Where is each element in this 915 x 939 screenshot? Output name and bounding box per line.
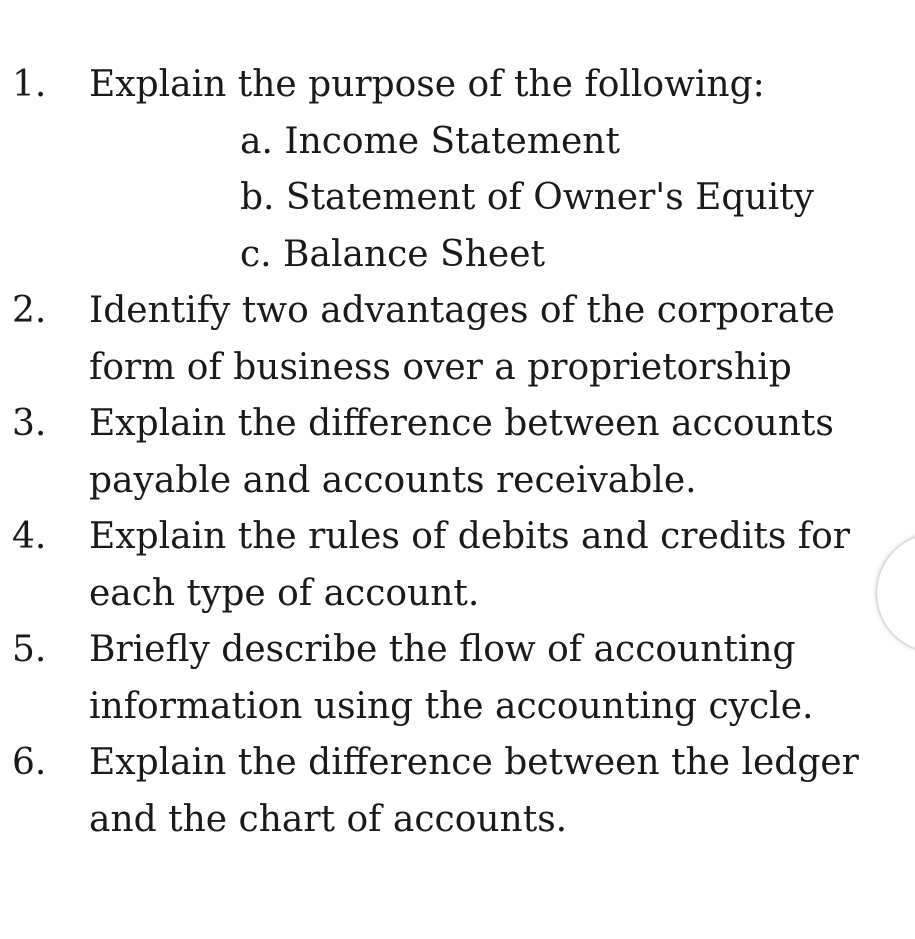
question-item bbox=[12, 509, 892, 622]
question-text: Explain the purpose of the following: bbox=[89, 64, 765, 105]
question-item bbox=[12, 735, 892, 848]
question-number: 2. bbox=[12, 290, 47, 331]
question-list bbox=[12, 57, 892, 848]
question-item bbox=[12, 622, 892, 735]
question-number: 5. bbox=[12, 629, 47, 670]
sub-item: c. Balance Sheet bbox=[240, 233, 545, 275]
question-number: 6. bbox=[12, 742, 47, 783]
sub-item-list bbox=[89, 114, 892, 284]
question-item bbox=[12, 283, 892, 396]
question-text: Explain the difference between the ledger and the chart of accounts. bbox=[89, 742, 859, 840]
sub-item: b. Statement of Owner's Equity bbox=[240, 177, 814, 218]
question-item bbox=[12, 396, 892, 509]
question-number: 3. bbox=[12, 403, 47, 444]
question-item bbox=[12, 57, 892, 283]
sub-item: a. Income Statement bbox=[240, 120, 620, 162]
question-number: 4. bbox=[12, 516, 47, 557]
question-text: Identify two advantages of the corporate form of business over a proprietorship bbox=[89, 290, 835, 388]
question-text: Explain the rules of debits and credits for each type of account. bbox=[89, 516, 850, 614]
question-text: Explain the difference between accounts payable and accounts receivable. bbox=[89, 403, 834, 501]
question-text: Briefly describe the flow of accounting information using the accounting cycle. bbox=[89, 629, 814, 727]
question-number: 1. bbox=[12, 64, 47, 105]
